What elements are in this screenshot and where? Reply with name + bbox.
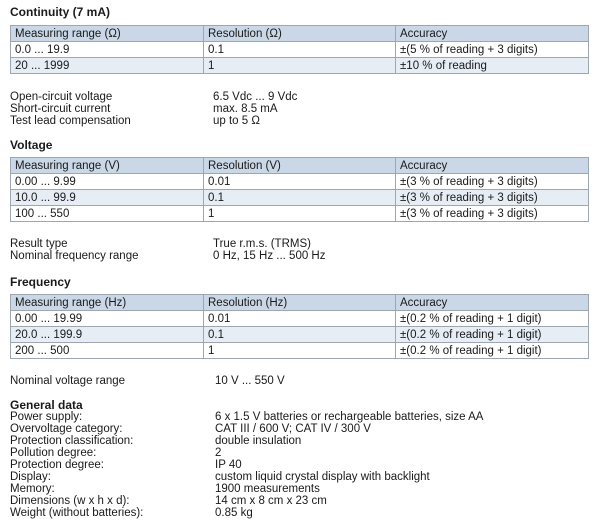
cell-range: 0.0 ... 19.9 <box>11 42 204 58</box>
spec-row <box>10 250 590 262</box>
cell-resolution: 1 <box>204 343 396 359</box>
spec-value: 1900 measurements <box>215 483 320 495</box>
spec-row <box>10 459 590 471</box>
spec-value: double insulation <box>215 435 302 447</box>
spec-value: CAT III / 600 V; CAT IV / 300 V <box>215 423 371 435</box>
header-measuring-range: Measuring range (Ω) <box>11 26 204 42</box>
spec-row <box>10 115 590 127</box>
cell-resolution: 0.01 <box>204 311 396 327</box>
general-specs <box>10 411 590 519</box>
spec-label: Open-circuit voltage <box>10 91 113 103</box>
header-resolution: Resolution (V) <box>204 158 396 174</box>
header-accuracy: Accuracy <box>396 295 589 311</box>
spec-value: 6.5 Vdc ... 9 Vdc <box>213 91 298 103</box>
spec-value: True r.m.s. (TRMS) <box>213 238 311 250</box>
continuity-table <box>10 25 589 74</box>
frequency-title: Frequency <box>10 275 71 289</box>
table-header-row <box>11 26 589 42</box>
cell-resolution: 1 <box>204 206 396 222</box>
spec-row <box>10 483 590 495</box>
cell-resolution: 0.1 <box>204 190 396 206</box>
table-row <box>11 42 589 58</box>
spec-value: 10 V ... 550 V <box>215 375 285 387</box>
spec-row <box>10 238 590 250</box>
spec-row <box>10 447 590 459</box>
table-row <box>11 174 589 190</box>
frequency-specs <box>10 375 590 387</box>
header-accuracy: Accuracy <box>396 158 589 174</box>
voltage-table <box>10 157 589 222</box>
spec-row <box>10 411 590 423</box>
cell-accuracy: ±(3 % of reading + 3 digits) <box>396 190 589 206</box>
table-header-row <box>11 158 589 174</box>
cell-range: 100 ... 550 <box>11 206 204 222</box>
general-title: General data <box>10 398 83 412</box>
cell-resolution: 1 <box>204 58 396 74</box>
table-header-row <box>11 295 589 311</box>
cell-range: 0.00 ... 9.99 <box>11 174 204 190</box>
cell-accuracy: ±(3 % of reading + 3 digits) <box>396 174 589 190</box>
spec-label: Protection classification: <box>10 435 134 447</box>
spec-label: Memory: <box>10 483 55 495</box>
spec-label: Dimensions (w x h x d): <box>10 495 130 507</box>
spec-row <box>10 91 590 103</box>
spec-value: IP 40 <box>215 459 242 471</box>
cell-range: 10.0 ... 99.9 <box>11 190 204 206</box>
spec-label: Weight (without batteries): <box>10 507 144 519</box>
spec-row <box>10 507 590 519</box>
cell-range: 20.0 ... 199.9 <box>11 327 204 343</box>
table-row <box>11 343 589 359</box>
frequency-table <box>10 294 589 359</box>
cell-accuracy: ±(0.2 % of reading + 1 digit) <box>396 311 589 327</box>
cell-accuracy: ±10 % of reading <box>396 58 589 74</box>
spec-value: 2 <box>215 447 222 459</box>
voltage-specs <box>10 238 590 262</box>
spec-label: Power supply: <box>10 411 83 423</box>
table-row <box>11 58 589 74</box>
header-measuring-range: Measuring range (Hz) <box>11 295 204 311</box>
cell-resolution: 0.1 <box>204 42 396 58</box>
spec-row <box>10 471 590 483</box>
spec-value: 14 cm x 8 cm x 23 cm <box>215 495 327 507</box>
spec-value: 0.85 kg <box>215 507 253 519</box>
spec-row <box>10 375 590 387</box>
header-resolution: Resolution (Ω) <box>204 26 396 42</box>
header-accuracy: Accuracy <box>396 26 589 42</box>
table-row <box>11 311 589 327</box>
cell-range: 20 ... 1999 <box>11 58 204 74</box>
cell-resolution: 0.1 <box>204 327 396 343</box>
spec-value: max. 8.5 mA <box>213 103 278 115</box>
spec-row <box>10 495 590 507</box>
spec-label: Protection degree: <box>10 459 104 471</box>
spec-value: 0 Hz, 15 Hz ... 500 Hz <box>213 250 326 262</box>
continuity-specs <box>10 91 590 127</box>
spec-label: Overvoltage category: <box>10 423 123 435</box>
cell-accuracy: ±(0.2 % of reading + 1 digit) <box>396 343 589 359</box>
spec-row <box>10 435 590 447</box>
table-row <box>11 327 589 343</box>
spec-label: Short-circuit current <box>10 103 111 115</box>
cell-accuracy: ±(3 % of reading + 3 digits) <box>396 206 589 222</box>
header-measuring-range: Measuring range (V) <box>11 158 204 174</box>
spec-value: 6 x 1.5 V batteries or rechargeable batteries, size AA <box>215 411 484 423</box>
spec-value: custom liquid crystal display with backlight <box>215 471 430 483</box>
header-resolution: Resolution (Hz) <box>204 295 396 311</box>
spec-label: Test lead compensation <box>10 115 131 127</box>
cell-accuracy: ±(0.2 % of reading + 1 digit) <box>396 327 589 343</box>
spec-label: Result type <box>10 238 68 250</box>
spec-row <box>10 103 590 115</box>
cell-range: 0.00 ... 19.99 <box>11 311 204 327</box>
continuity-title: Continuity (7 mA) <box>10 5 110 19</box>
table-row <box>11 190 589 206</box>
spec-label: Pollution degree: <box>10 447 97 459</box>
cell-range: 200 ... 500 <box>11 343 204 359</box>
spec-value: up to 5 Ω <box>213 115 260 127</box>
table-row <box>11 206 589 222</box>
cell-resolution: 0.01 <box>204 174 396 190</box>
cell-accuracy: ±(5 % of reading + 3 digits) <box>396 42 589 58</box>
spec-label: Nominal frequency range <box>10 250 139 262</box>
spec-label: Nominal voltage range <box>10 375 126 387</box>
voltage-title: Voltage <box>10 138 53 152</box>
spec-label: Display: <box>10 471 51 483</box>
spec-row <box>10 423 590 435</box>
